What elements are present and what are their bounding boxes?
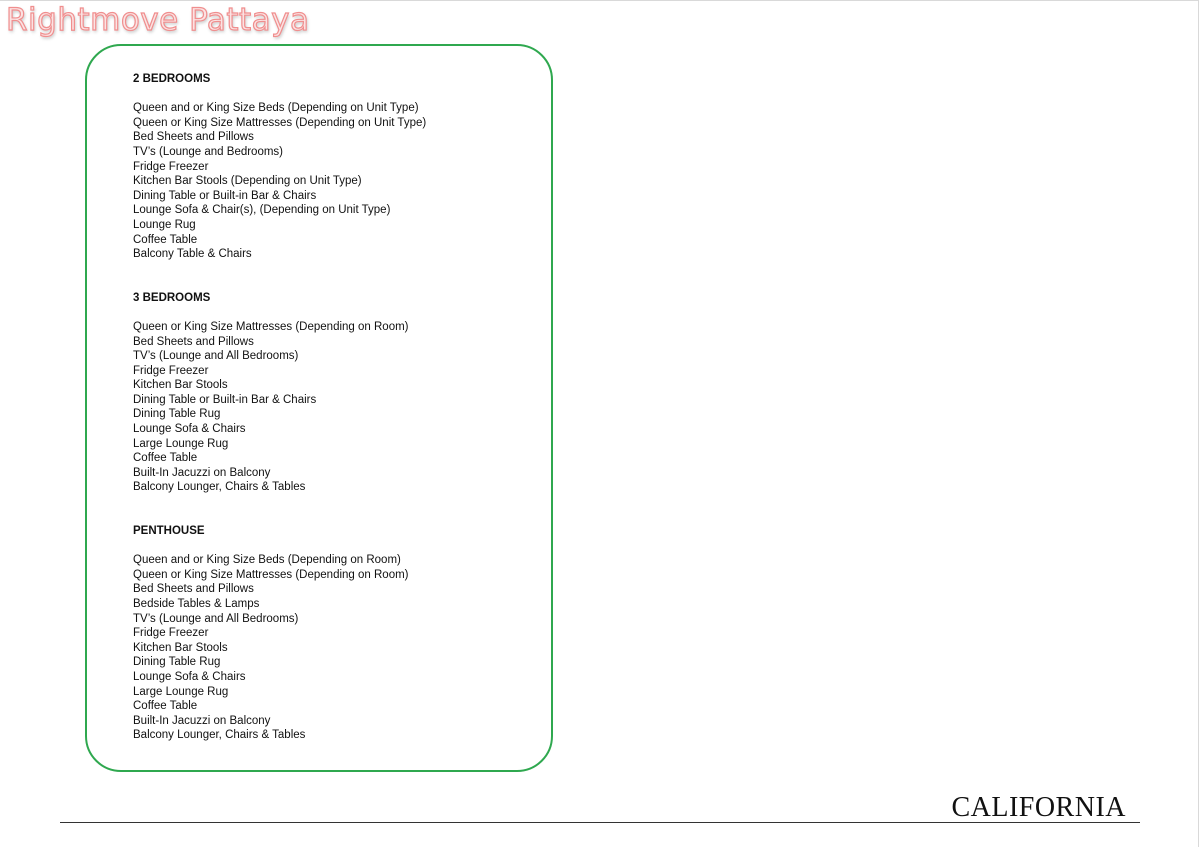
- list-item: Dining Table or Built-in Bar & Chairs: [133, 189, 317, 202]
- section-2-bedrooms: [133, 72, 533, 262]
- list-item: Dining Table Rug: [133, 656, 221, 669]
- list-item: Kitchen Bar Stools: [133, 641, 228, 654]
- list-item: Large Lounge Rug: [133, 437, 229, 450]
- section-title: 2 BEDROOMS: [133, 73, 211, 85]
- list-item: Coffee Table: [133, 700, 198, 713]
- list-item: Fridge Freezer: [133, 627, 209, 640]
- list-item: Queen or King Size Mattresses (Depending on Unit Type): [133, 116, 427, 129]
- list-item: Bed Sheets and Pillows: [133, 131, 254, 144]
- list-item: Kitchen Bar Stools: [133, 379, 228, 392]
- list-item: Balcony Lounger, Chairs & Tables: [133, 481, 306, 494]
- section-3-bedrooms: [133, 291, 533, 495]
- list-item: Lounge Rug: [133, 218, 196, 231]
- list-item: TV’s (Lounge and All Bedrooms): [133, 612, 299, 625]
- list-item: Bed Sheets and Pillows: [133, 335, 254, 348]
- brand-logo: CALIFORNIA: [951, 792, 1126, 823]
- list-item: Dining Table Rug: [133, 408, 221, 421]
- list-item: TV’s (Lounge and All Bedrooms): [133, 350, 299, 363]
- list-item: Coffee Table: [133, 452, 198, 465]
- list-item: Large Lounge Rug: [133, 685, 229, 698]
- list-item: Coffee Table: [133, 233, 198, 246]
- list-item: Queen or King Size Mattresses (Depending on Room): [133, 320, 409, 333]
- list-item: Built-In Jacuzzi on Balcony: [133, 714, 271, 727]
- item-list: [133, 101, 533, 262]
- list-item: Queen or King Size Mattresses (Depending on Room): [133, 568, 409, 581]
- list-item: Lounge Sofa & Chairs: [133, 423, 246, 436]
- section-title: PENTHOUSE: [133, 525, 205, 538]
- list-item: Queen and or King Size Beds (Depending on Unit Type): [133, 102, 419, 115]
- list-item: Built-In Jacuzzi on Balcony: [133, 466, 271, 479]
- section-penthouse: [133, 524, 533, 743]
- list-item: Lounge Sofa & Chairs: [133, 670, 246, 683]
- list-item: Lounge Sofa & Chair(s), (Depending on Unit Type): [133, 204, 391, 217]
- item-list: [133, 553, 533, 743]
- item-list: [133, 320, 533, 495]
- list-item: Kitchen Bar Stools (Depending on Unit Type): [133, 175, 362, 188]
- list-item: TV’s (Lounge and Bedrooms): [133, 145, 284, 158]
- list-item: Bed Sheets and Pillows: [133, 583, 254, 596]
- watermark-logo: Rightmove Pattaya: [6, 2, 310, 38]
- section-title: 3 BEDROOMS: [133, 291, 211, 304]
- list-item: Fridge Freezer: [133, 160, 209, 173]
- list-item: Fridge Freezer: [133, 364, 209, 377]
- list-item: Balcony Lounger, Chairs & Tables: [133, 729, 306, 742]
- list-item: Dining Table or Built-in Bar & Chairs: [133, 393, 317, 406]
- list-item: Queen and or King Size Beds (Depending on Room): [133, 554, 401, 567]
- furniture-list: [133, 72, 533, 743]
- list-item: Balcony Table & Chairs: [133, 248, 252, 261]
- list-item: Bedside Tables & Lamps: [133, 598, 260, 610]
